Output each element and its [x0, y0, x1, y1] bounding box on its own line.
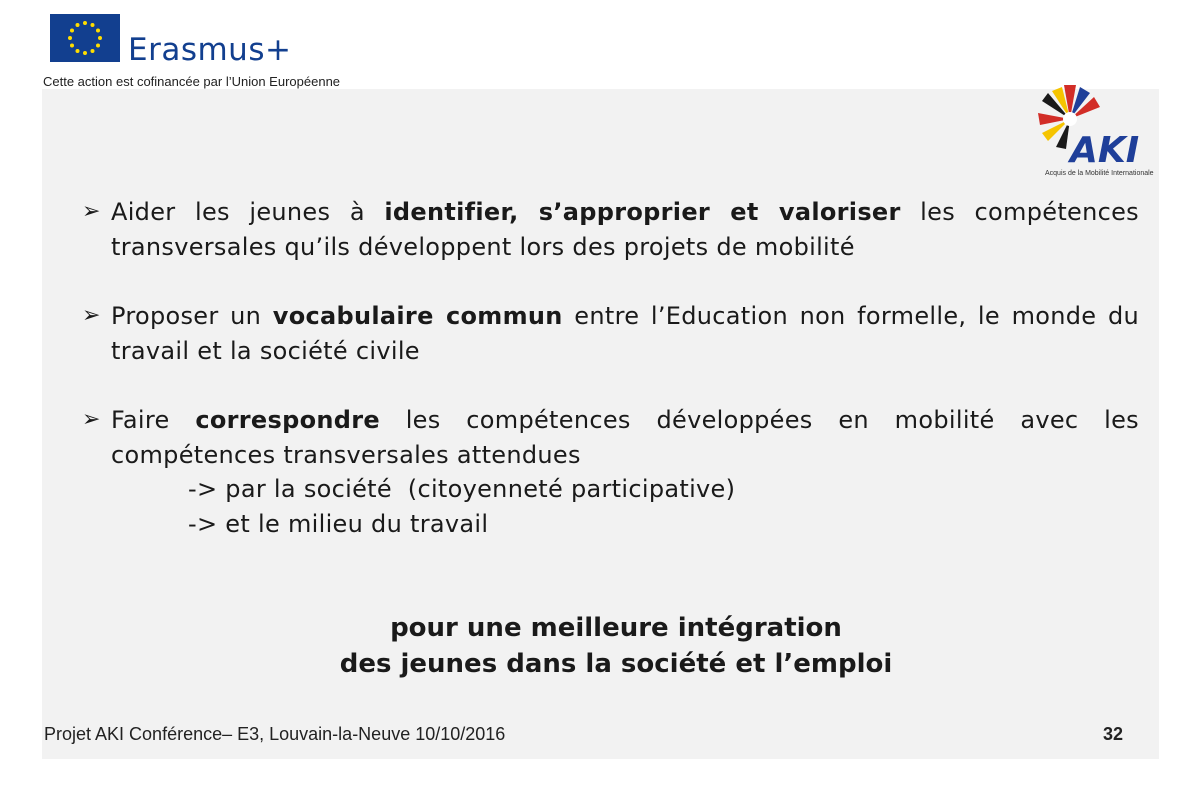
bullet-3-text-post: les compétences développées en mobilité avec les compétences transversales attendues — [111, 406, 1139, 469]
bullet-3-sub-2: -> et le milieu du travail — [188, 509, 489, 538]
conclusion-statement — [236, 610, 996, 682]
eu-flag-icon — [50, 14, 120, 62]
bullet-arrow-icon: ➢ — [82, 407, 101, 432]
bullet-2-text-post: entre l’Education non formelle, le monde du travail et la société civile — [111, 302, 1139, 365]
bullet-3-sub-1: -> par la société (citoyenneté participative) — [188, 475, 736, 503]
bullet-2-text-bold: vocabulaire commun — [272, 302, 563, 330]
footer-text: Projet AKI Conférence– E3, Louvain-la-Neuve 10/10/2016 — [44, 724, 506, 744]
aki-logo — [1030, 74, 1160, 184]
bullet-item-2 — [82, 299, 1139, 368]
aki-tagline: Acquis de la Mobilité Internationale — [1045, 170, 1154, 177]
bullet-arrow-icon: ➢ — [82, 303, 101, 328]
bullet-3-text-bold: correspondre — [195, 406, 380, 434]
bullet-3-text-pre: Faire — [111, 406, 196, 434]
bullet-item-1 — [82, 195, 1139, 264]
bullet-1-text-pre: Aider les jeunes à — [111, 198, 385, 226]
bullet-arrow-icon: ➢ — [82, 199, 101, 224]
conclusion-line-1: pour une meilleure intégration — [390, 613, 842, 643]
page-number: 32 — [1103, 724, 1124, 744]
bullet-2-text-pre: Proposer un — [111, 302, 273, 330]
aki-logo-letters: AKI — [1070, 130, 1140, 171]
bullet-1-text-bold: identifier, s’approprier et valoriser — [384, 198, 901, 226]
bullet-1-text-post: les compétences transversales qu’ils développent lors des projets de mobilité — [111, 198, 1139, 261]
cofinancing-notice: Cette action est cofinancée par l’Union Européenne — [43, 74, 341, 89]
bullet-item-3 — [82, 403, 1139, 541]
conclusion-line-2: des jeunes dans la société et l’emploi — [339, 649, 893, 679]
erasmus-plus-logo-text: Erasmus+ — [128, 32, 292, 68]
slide-content — [82, 195, 1139, 541]
